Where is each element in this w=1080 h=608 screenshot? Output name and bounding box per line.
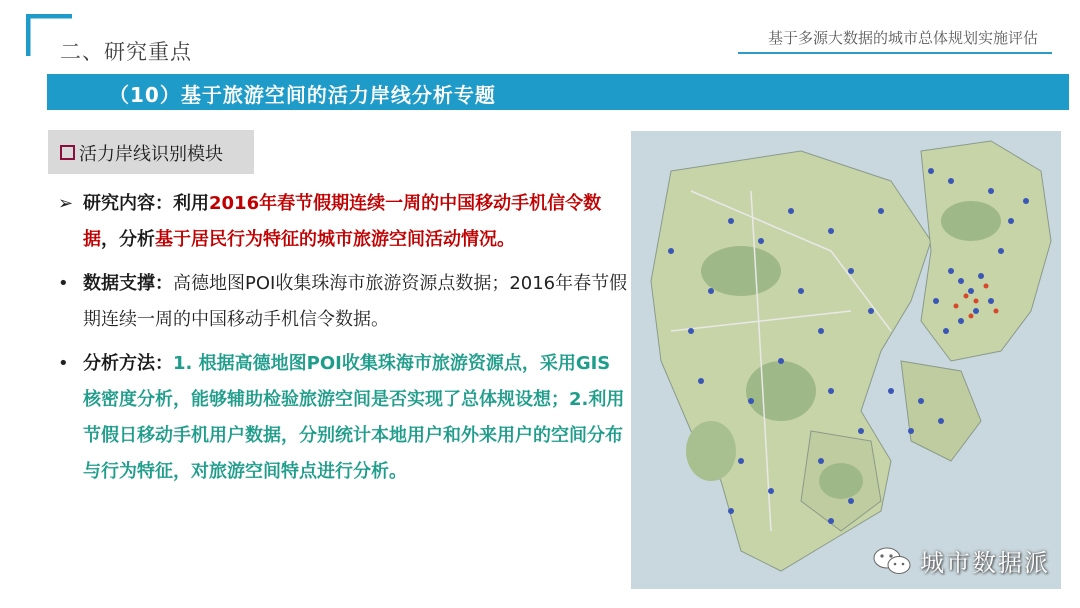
list-item-method [58, 346, 628, 490]
map-figure [631, 131, 1061, 589]
topic-title: （10）基于旅游空间的活力岸线分析专题 [109, 83, 496, 107]
research-highlight-a: 2016年春节假期连续一周的中国移动手机信令数据 [83, 193, 602, 250]
module-label-box [48, 130, 254, 174]
section-title: 二、研究重点 [60, 40, 192, 64]
map-image [631, 131, 1061, 589]
topic-bar [47, 74, 1069, 110]
data-text: 高德地图POI收集珠海市旅游资源点数据；2016年春节假期连续一周的中国移动手机信令数据。 [83, 273, 628, 330]
list-item-research [58, 186, 628, 258]
watermark-text: 城市数据派 [920, 549, 1050, 577]
wechat-icon [872, 545, 912, 577]
method-label: 分析方法： [83, 353, 173, 374]
research-label: 研究内容： [83, 193, 173, 214]
research-text-a: 利用 [173, 193, 209, 214]
content-list [58, 186, 628, 490]
research-text-b: ，分析 [101, 229, 155, 250]
arrow-bullet-icon: ➢ [58, 193, 74, 214]
module-label: 活力岸线识别模块 [79, 144, 223, 165]
dot-bullet-icon: • [58, 353, 69, 374]
header-rule [738, 52, 1052, 54]
data-label: 数据支撑： [83, 273, 173, 294]
dot-bullet-icon: • [58, 273, 69, 294]
watermark [872, 543, 1050, 578]
research-highlight-b: 基于居民行为特征的城市旅游空间活动情况。 [155, 229, 515, 250]
checkbox-icon [60, 145, 75, 160]
method-text: 1. 根据高德地图POI收集珠海市旅游资源点，采用GIS核密度分析，能够辅助检验旅游空间是否实现了总体规设想；2.利用节假日移动手机用户数据，分别统计本地用户和外来用户的空间分布与行为特征，对旅游空间特点进行分析。 [83, 353, 625, 482]
header-subtitle: 基于多源大数据的城市总体规划实施评估 [767, 29, 1038, 47]
list-item-data [58, 266, 628, 338]
